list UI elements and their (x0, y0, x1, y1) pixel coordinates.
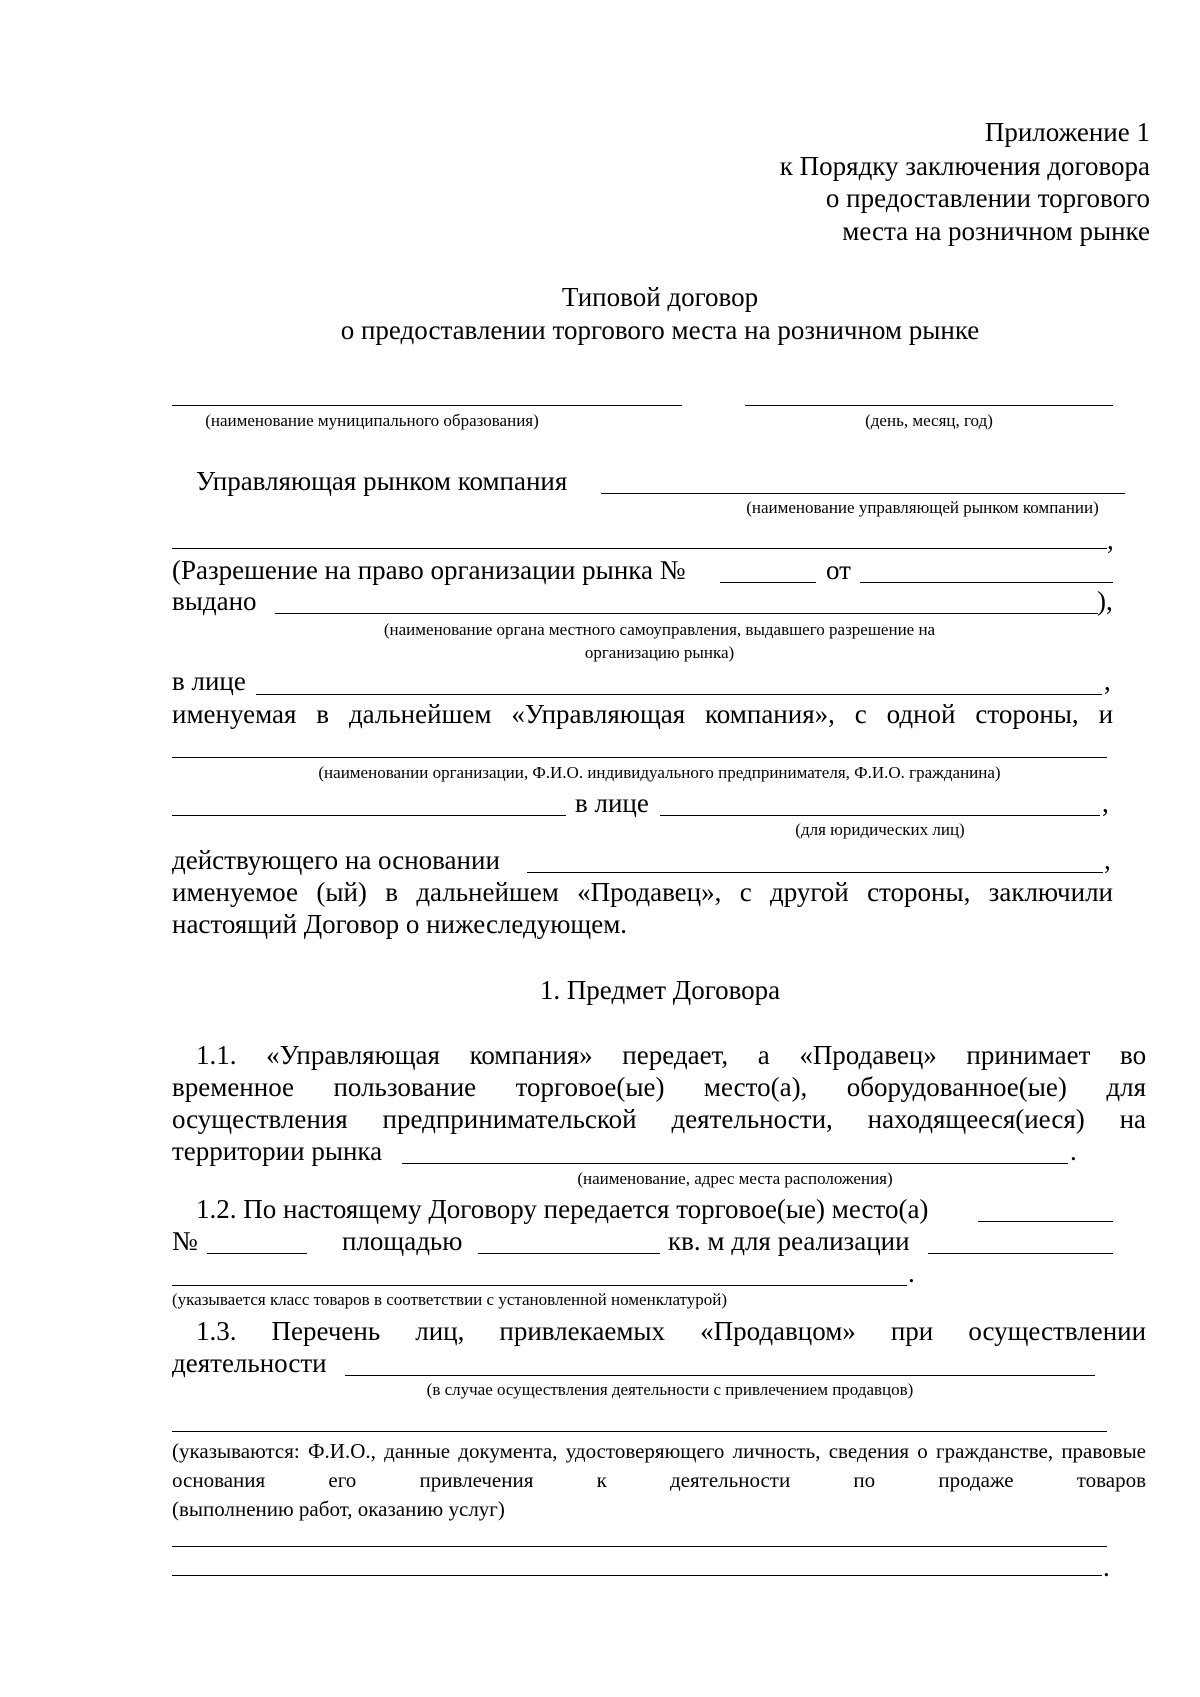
managing-company-field[interactable] (601, 493, 1125, 494)
place-number-field[interactable] (207, 1253, 307, 1254)
comma-2: , (1104, 666, 1111, 696)
header-line-1: Приложение 1 (984, 117, 1150, 147)
issued-label: выдано (172, 586, 257, 616)
issued-end: ), (1097, 586, 1113, 616)
sellers-list-field-3[interactable] (172, 1546, 1107, 1547)
location-caption: (наименование, адрес места расположения) (577, 1169, 893, 1188)
period-1: . (1070, 1136, 1077, 1166)
municipality-caption: (наименование муниципального образования) (205, 411, 539, 430)
comma-4: , (1104, 845, 1111, 875)
comma-3: , (1102, 788, 1109, 818)
issued-by-field[interactable] (275, 613, 1098, 614)
acting-basis-label: действующего на основании (172, 845, 500, 875)
p12-area-label: площадью (342, 1226, 463, 1256)
p11-line-1: 1.1. «Управляющая компания» передает, а «Продавец» принимает во (196, 1040, 1147, 1070)
date-caption: (день, месяц, год) (865, 411, 993, 430)
sellers-list-field-4[interactable] (172, 1575, 1102, 1576)
header-line-4: места на розничном рынке (842, 216, 1150, 246)
goods-class-caption: (указывается класс товаров в соответствии с установленной номенклатурой) (172, 1290, 728, 1309)
legal-entities-caption: (для юридических лиц) (795, 820, 965, 839)
p11-line-4: территории рынка (172, 1136, 383, 1166)
final-period: . (1103, 1552, 1110, 1582)
permit-number-field[interactable] (720, 582, 816, 583)
authority-caption: (наименование органа местного самоуправления, выдавшего разрешение на (383, 620, 936, 639)
goods-class-field[interactable] (172, 1285, 907, 1286)
sellers-involved-caption: (в случае осуществления деятельности с привлечением продавцов) (426, 1380, 914, 1399)
representative-field[interactable] (256, 694, 1102, 695)
company-details-field[interactable] (172, 548, 1107, 549)
title-line-2: о предоставлении торгового места на розничном рынке (340, 315, 980, 345)
municipality-field[interactable] (172, 405, 682, 406)
seller-name-field[interactable] (172, 757, 1107, 758)
header-line-2: к Порядку заключения договора (779, 151, 1150, 181)
p12-units-label: кв. м для реализации (668, 1226, 910, 1256)
title-line-1: Типовой договор (561, 282, 759, 312)
authority-caption-2: организацию рынка) (584, 643, 735, 662)
p13-line-2: деятельности (172, 1348, 327, 1378)
market-location-field[interactable] (402, 1163, 1068, 1164)
named-seller: именуемое (ый) в дальнейшем «Продавец», с другой стороны, заключили (172, 877, 1114, 907)
permit-date-field[interactable] (860, 582, 1113, 583)
trading-places-field[interactable] (978, 1221, 1113, 1222)
company-name-caption: (наименование управляющей рынком компании) (746, 498, 1099, 517)
section-1-heading: 1. Предмет Договора (539, 975, 781, 1005)
concluded-text: настоящий Договор о нижеследующем. (172, 909, 628, 939)
p12-line-1: 1.2. По настоящему Договору передается торговое(ые) место(а) (196, 1194, 929, 1224)
sellers-list-field-2[interactable] (172, 1431, 1107, 1432)
p12-num-label: № (172, 1226, 198, 1256)
permit-label: (Разрешение на право организации рынка № (172, 555, 686, 585)
date-field[interactable] (745, 405, 1113, 406)
permit-from-label: от (826, 555, 851, 585)
seller-representative-field[interactable] (660, 815, 1100, 816)
named-managing-company: именуемая в дальнейшем «Управляющая компания», с одной стороны, и (172, 699, 1114, 729)
seller-name-caption: (наименовании организации, Ф.И.О. индивидуального предпринимателя, Ф.И.О. гражданина) (318, 763, 1001, 782)
area-field[interactable] (478, 1253, 660, 1254)
period-2: . (908, 1258, 915, 1288)
note-last-line: (выполнению работ, оказанию услуг) (172, 1497, 505, 1521)
goods-field[interactable] (928, 1253, 1113, 1254)
acting-basis-field[interactable] (527, 872, 1103, 873)
header-line-3: о предоставлении торгового (825, 183, 1150, 213)
sellers-list-field[interactable] (345, 1375, 1095, 1376)
note-text: (указываются: Ф.И.О., данные документа, удостоверяющего личность, сведения о гражданстве, правовые основания его привлечения к деятельности по продаже товаров (172, 1439, 1146, 1492)
represented-by-label: в лице (172, 666, 246, 696)
comma-1: , (1107, 525, 1114, 555)
managing-company-label: Управляющая рынком компания (196, 466, 568, 496)
seller-field-2[interactable] (172, 815, 566, 816)
p11-line-2: временное пользование торговое(ые) место(а), оборудованное(ые) для (172, 1072, 1147, 1102)
p11-line-3: осуществления предпринимательской деятельности, находящееся(иеся) на (172, 1104, 1147, 1134)
p13-line-1: 1.3. Перечень лиц, привлекаемых «Продавцом» при осуществлении (196, 1316, 1147, 1346)
represented-by-label-2: в лице (575, 788, 649, 818)
